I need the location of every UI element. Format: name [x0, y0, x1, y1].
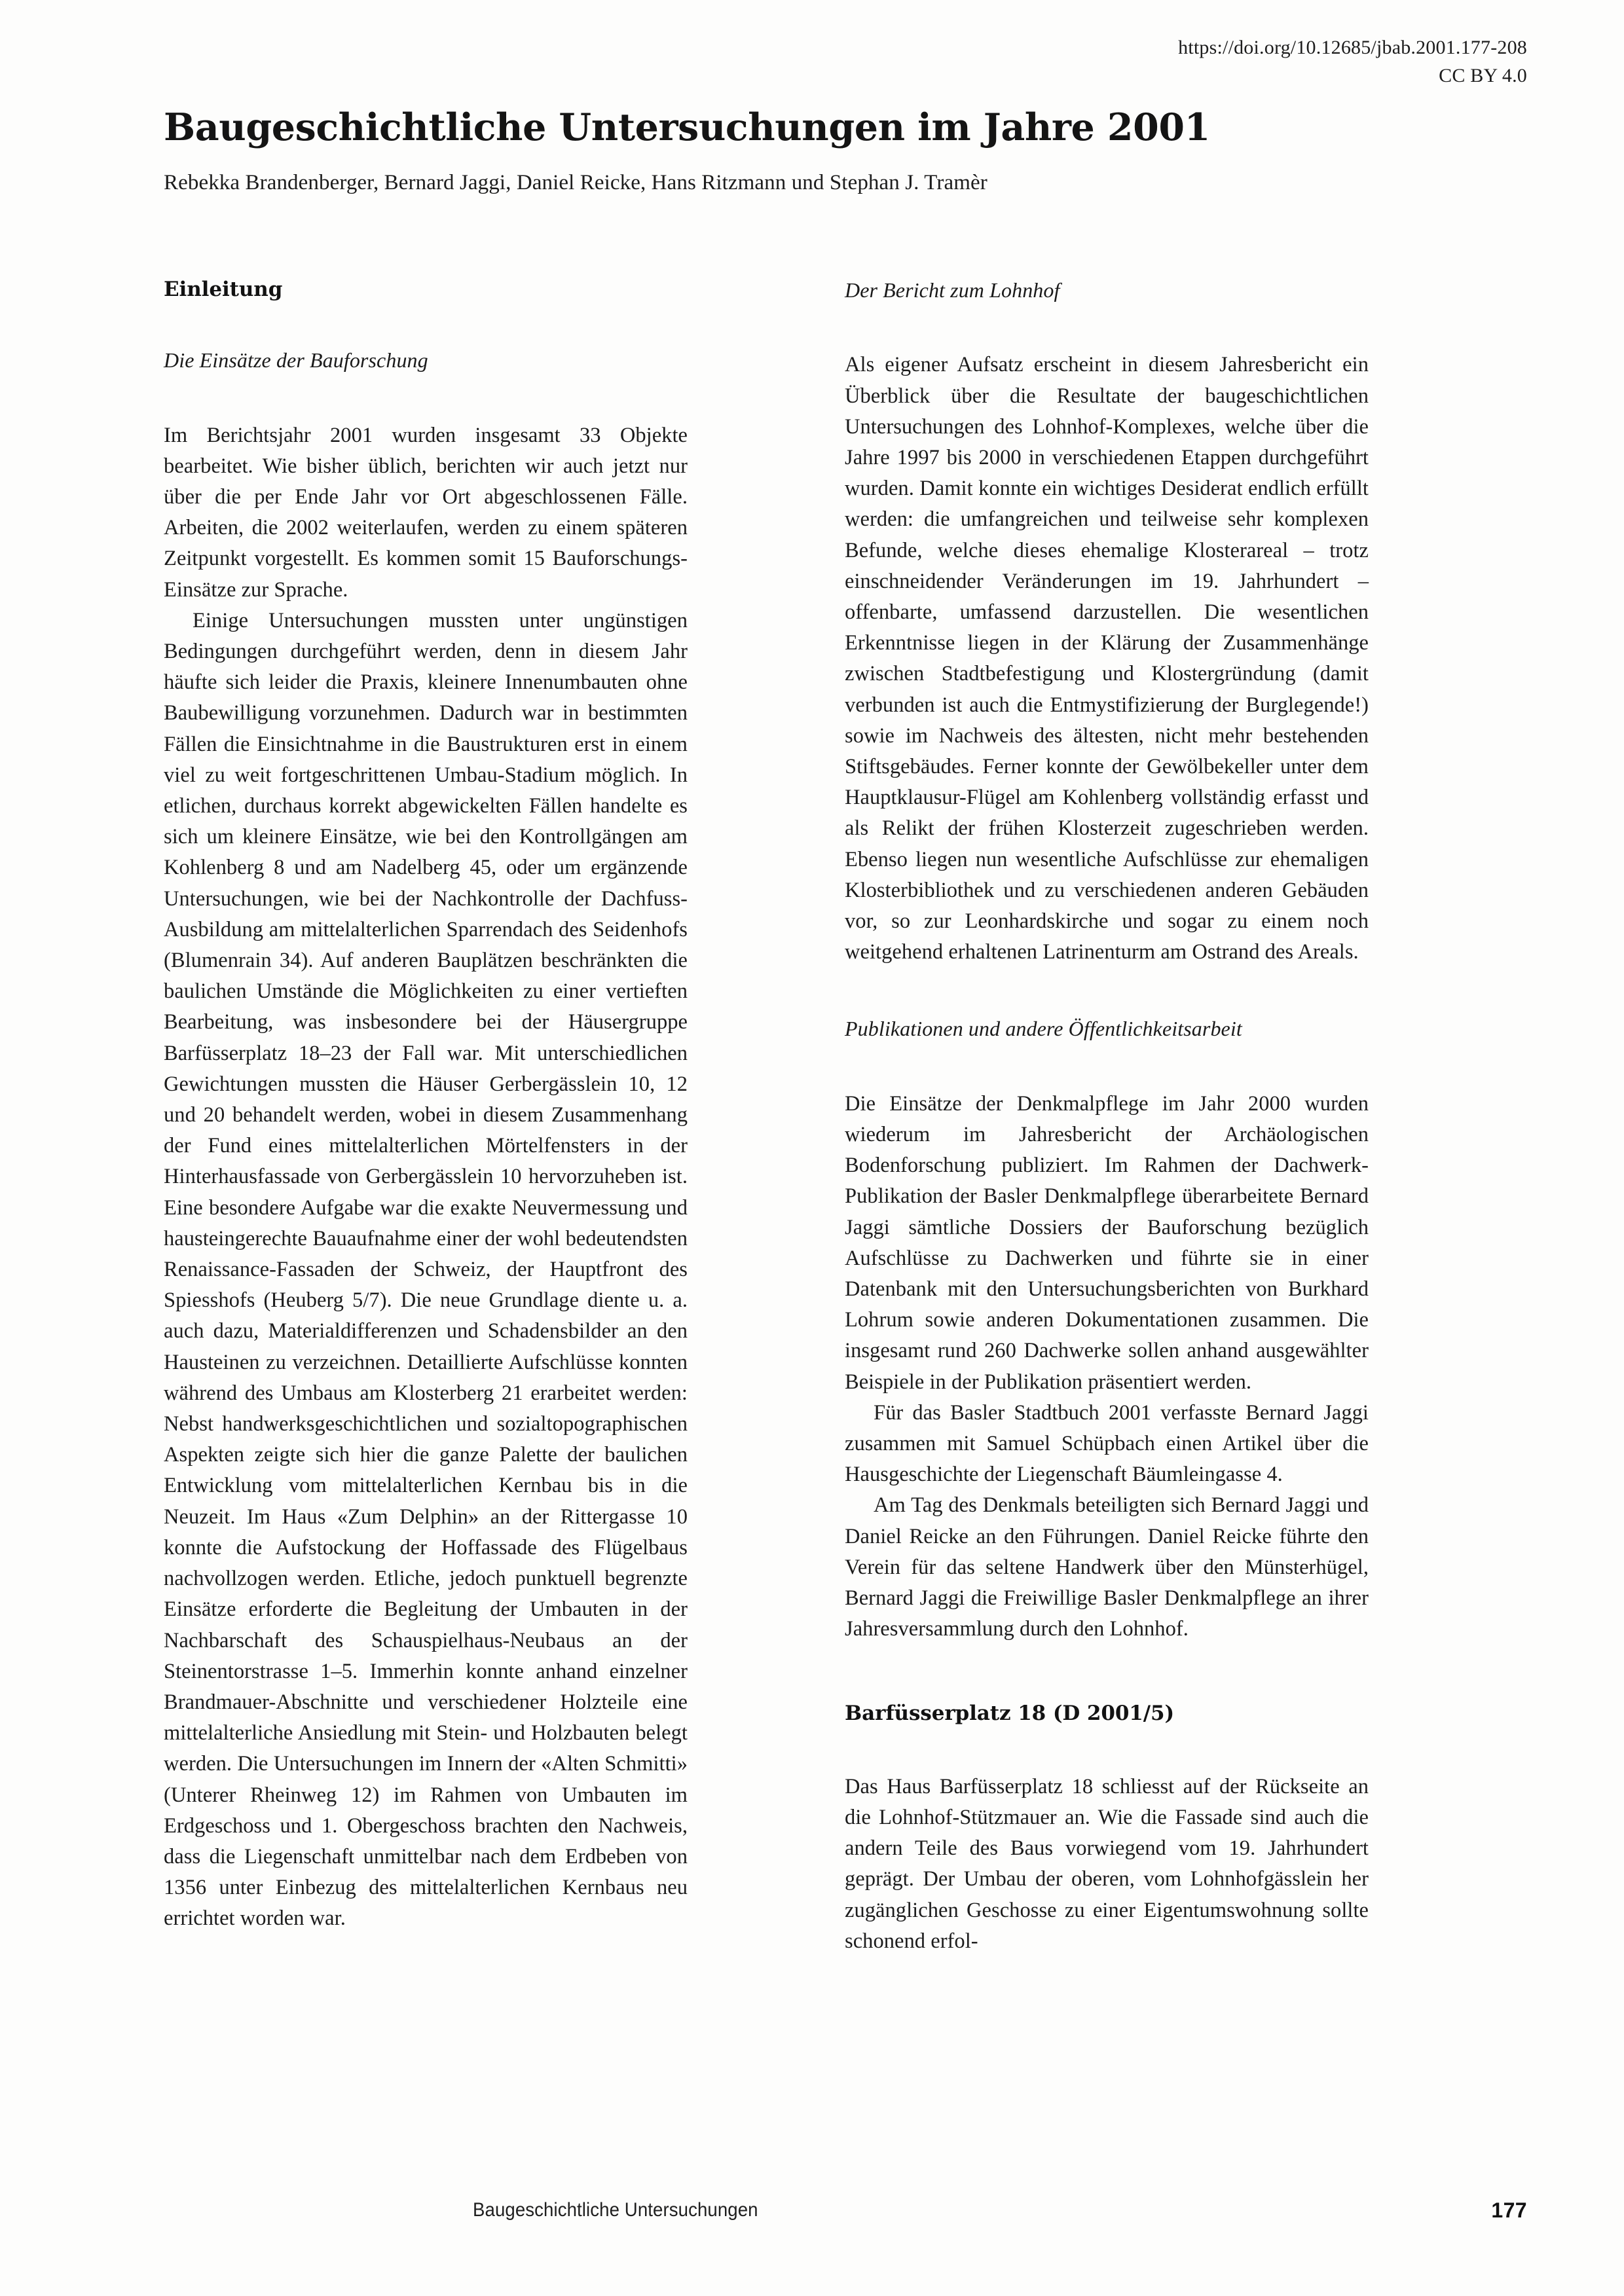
subheading-publikationen: Publikationen und andere Öffentlichkeitsarbeit [845, 1017, 1242, 1041]
right-column [845, 278, 1369, 1957]
left-column [164, 278, 688, 1935]
footer-page-number: 177 [1491, 2198, 1527, 2222]
right-paragraph-5: Das Haus Barfüsserplatz 18 schliesst auf der Rückseite an die Lohnhof-Stützmauer an. Wie die Fassade sind auch die andern Teile des Baus vorwiegend vom 19. Jahrhundert geprägt. Der Umbau der oberen, vom Lohnhofgässlein her zugänglichen Geschosse zu einer Eigentumswohnung sollte schonend erfol- [845, 1774, 1369, 1953]
left-paragraph-1: Im Berichtsjahr 2001 wurden insgesamt 33 Objekte bearbeitet. Wie bisher üblich, berichten wir auch jetzt nur über die per Ende Jahr vor Ort abgeschlossenen Fälle. Arbeiten, die 2002 weiterlaufen, werden zu einem späteren Zeitpunkt vorgestellt. Es kommen somit 15 Bauforschungs-Einsätze zur Sprache. [164, 423, 688, 602]
doi-link[interactable]: https://doi.org/10.12685/jbab.2001.177-208 [1178, 37, 1527, 58]
left-paragraph-2: Einige Untersuchungen mussten unter ungünstigen Bedingungen durchgeführt werden, denn in diesem Jahr häufte sich leider die Praxis, kleinere Innenumbauten ohne Baubewilligung vorzunehmen. Dadurch war in bestimmten Fällen die Einsichtnahme in die Baustrukturen erst in einem viel zu weit fortgeschrittenen Umbau-Stadium möglich. In etlichen, durchaus korrekt abgewickelten Fällen handelte es sich um kleinere Einsätze, wie bei den Kontrollgängen am Kohlenberg 8 und am Nadelberg 45, oder um ergänzende Untersuchungen, wie bei der Nachkontrolle der Dachfuss-Ausbildung am mittelalterlichen Sparrendach des Seidenhofs (Blumenrain 34). Auf anderen Bauplätzen beschränkten die baulichen Umstände die Möglichkeiten zu einer vertieften Bearbeitung, was insbesondere bei der Häusergruppe Barfüsserplatz 18–23 der Fall war. Mit unterschiedlichen Gewichtungen mussten die Häuser Gerbergässlein 10, 12 und 20 behandelt werden, wobei in diesem Zusammenhang der Fund eines mittelalterlichen Mörtelfensters in der Hinterhausfassade von Gerbergässlein 10 hervorzuheben ist. Eine besondere Aufgabe war die exakte Neuvermessung und hausteingerechte Bauaufnahme einer der wohl bedeutendsten Renaissance-Fassaden der Schweiz, der Hauptfront des Spiesshofs (Heuberg 5/7). Die neue Grundlage diente u. a. auch dazu, Materialdifferenzen und Schadensbilder an den Hausteinen zu verzeichnen. Detaillierte Aufschlüsse konnten während des Umbaus am Klosterberg 21 erarbeitet werden: Nebst handwerksgeschichtlichen und sozialtopographischen Aspekten zeigte sich hier die ganze Palette der baulichen Entwicklung vom mittelalterlichen Kernbau bis in die Neuzeit. Im Haus «Zum Delphin» an der Rittergasse 10 konnte die Aufstockung der Hoffassade des Flügelbaus nachvollzogen werden. Etliche, jedoch punktuell begrenzte Einsätze erforderte die Begleitung der Umbauten in der Nachbarschaft des Schauspielhaus-Neubaus an der Steinentorstrasse 1–5. Immerhin konnte anhand einzelner Brandmauer-Abschnitte und verschiedener Holzteile eine mittelalterliche Ansiedlung mit Stein- und Holzbauten belegt werden. Die Untersuchungen im Innern der «Alten Schmitti» (Unterer Rheinweg 12) im Rahmen von Umbauten im Erdgeschoss und 1. Obergeschoss brachten den Nachweis, dass die Liegenschaft unmittelbar nach dem Erdbeben von 1356 unter Einbezug des mittelalterlichen Kernbaus neu errichtet worden war. [164, 608, 688, 1931]
right-paragraph-4: Am Tag des Denkmals beteiligten sich Bernard Jaggi und Daniel Reicke an den Führungen. Daniel Reicke führte den Verein für das seltene Handwerk über den Münsterhügel, Bernard Jaggi die Freiwillige Basler Denkmalpflege an ihrer Jahresversammlung durch den Lohnhof. [845, 1493, 1369, 1641]
heading-einleitung: Einleitung [164, 278, 283, 301]
heading-barfuesserplatz-18: Barfüsserplatz 18 (D 2001/5) [845, 1701, 1175, 1725]
subheading-bericht-lohnhof: Der Bericht zum Lohnhof [845, 278, 1060, 302]
author-list: Rebekka Brandenberger, Bernard Jaggi, Daniel Reicke, Hans Ritzmann und Stephan J. Tramèr [164, 171, 987, 194]
right-paragraph-2: Die Einsätze der Denkmalpflege im Jahr 2000 wurden wiederum im Jahresbericht der Archäologischen Bodenforschung publiziert. Im Rahmen der Dachwerk-Publikation der Basler Denkmalpflege überarbeitete Bernard Jaggi sämtliche Dossiers der Bauforschung bezüglich Aufschlüsse zu Dachwerken und führte sie in einer Datenbank mit den Untersuchungsberichten von Burkhard Lohrum sowie anderen Dokumentationen zusammen. Die insgesamt rund 260 Dachwerke sollen anhand ausgewählter Beispiele in der Publikation präsentiert werden. [845, 1091, 1369, 1394]
page-title: Baugeschichtliche Untersuchungen im Jahre 2001 [164, 105, 1210, 150]
right-paragraph-1: Als eigener Aufsatz erscheint in diesem Jahresbericht ein Überblick über die Resultate der baugeschichtlichen Untersuchungen des Lohnhof-Komplexes, welche über die Jahre 1997 bis 2000 in verschiedenen Etappen durchgeführt wurden. Damit konnte ein wichtiges Desiderat endlich erfüllt werden: die umfangreichen und teilweise sehr komplexen Befunde, welche dieses ehemalige Klosterareal – trotz einschneidender Veränderungen im 19. Jahrhundert – offenbarte, umfassend darzustellen. Die wesentlichen Erkenntnisse liegen in der Klärung der Zusammenhänge zwischen Stadtbefestigung und Klostergründung (damit verbunden ist auch die Entmystifizierung der Burglegende!) sowie im Nachweis des ältesten, nicht mehr bestehenden Stiftsgebäudes. Ferner konnte der Gewölbekeller unter dem Hauptklausur-Flügel am Kohlenberg vollständig erfasst und als Relikt der frühen Klosterzeit zugeschrieben werden. Ebenso liegen nun wesentliche Aufschlüsse zur ehemaligen Klosterbibliothek und zu verschiedenen anderen Gebäuden vor, so zur Leonhardskirche und sogar zu einem noch weitgehend erhaltenen Latrinenturm am Ostrand des Areals. [845, 353, 1369, 964]
subheading-einsaetze-bauforschung: Die Einsätze der Bauforschung [164, 348, 428, 373]
license-label: CC BY 4.0 [1439, 64, 1527, 86]
footer-running-title: Baugeschichtliche Untersuchungen [473, 2199, 758, 2221]
right-paragraph-3: Für das Basler Stadtbuch 2001 verfasste Bernard Jaggi zusammen mit Samuel Schüpbach einen Artikel über die Hausgeschichte der Liegenschaft Bäumleingasse 4. [845, 1400, 1369, 1487]
doi-license-block [1178, 34, 1527, 90]
